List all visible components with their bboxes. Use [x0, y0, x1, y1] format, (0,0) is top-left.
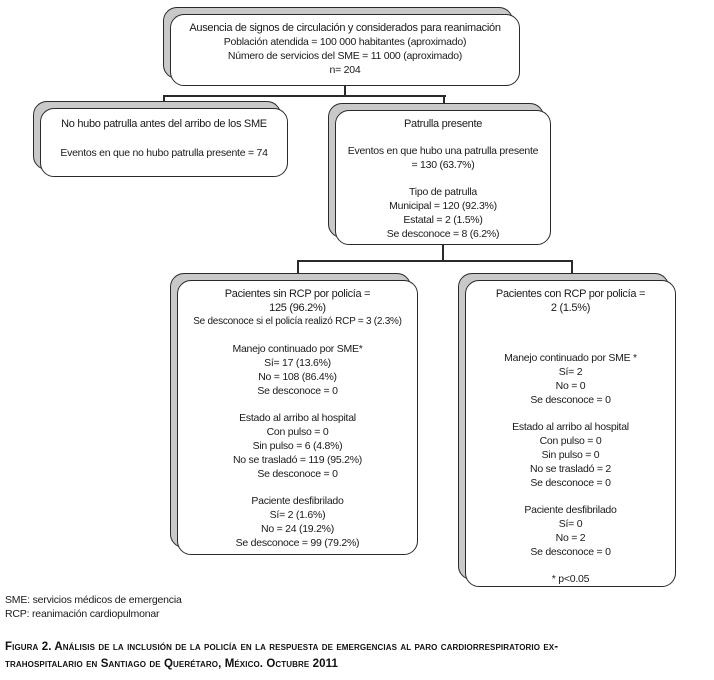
node-con-rcp-manejo-line: Sí= 2 — [558, 366, 583, 378]
node-con-rcp-desfib-line: Sí= 0 — [558, 518, 583, 530]
node-sin-rcp-estado-line: Sin pulso = 6 (4.8%) — [252, 440, 343, 452]
node-con-rcp-estado-line: No se trasladó = 2 — [529, 463, 611, 475]
node-sin-rcp-manejo-line: No = 108 (86.4%) — [258, 371, 337, 383]
node-no-patrol — [40, 108, 288, 177]
node-no-patrol-card — [40, 108, 288, 177]
node-root-line: Número de servicios del SME = 11 000 (aproximado) — [227, 50, 463, 62]
node-patrol-type-line: Municipal = 120 (92.3%) — [389, 200, 497, 212]
node-sin-rcp-estado-line: Con pulso = 0 — [266, 426, 329, 438]
node-con-rcp-title: 2 (1.5%) — [550, 302, 591, 314]
node-patrol-events-line: = 130 (63.7%) — [411, 159, 475, 171]
node-sin-rcp-desfib-line: Se desconoce = 99 (79.2%) — [235, 537, 360, 549]
node-con-rcp-desfib-heading: Paciente desfibrilado — [524, 504, 617, 516]
node-con-rcp-desfib-line: No = 2 — [555, 532, 586, 544]
abbreviation-footnotes — [5, 594, 182, 621]
node-sin-rcp-line: Se desconoce si el policía realizó RCP = 3 (2.3%) — [193, 316, 402, 327]
node-root — [170, 14, 520, 86]
node-patrol-type-heading: Tipo de patrulla — [409, 186, 477, 198]
node-patrol-card — [335, 110, 551, 245]
node-sin-rcp-title: 125 (96.2%) — [269, 302, 326, 314]
node-no-patrol-title: No hubo patrulla antes del arribo de los SME — [61, 118, 267, 130]
node-sin-rcp-desfib-heading: Paciente desfibrilado — [251, 495, 344, 507]
node-sin-rcp-desfib-line: Sí= 2 (1.6%) — [269, 509, 326, 521]
node-sin-rcp-desfib-line: No = 24 (19.2%) — [260, 523, 334, 535]
node-con-rcp — [465, 280, 676, 587]
footnote-rcp: RCP: reanimación cardiopulmonar — [5, 607, 160, 620]
node-con-rcp-title: Pacientes con RCP por policía = — [495, 288, 646, 300]
figure-caption-line-1: Figura 2. Análisis de la inclusión de la policía en la respuesta de emergencias al paro cardiorrespiratorio ex- — [5, 641, 559, 653]
node-con-rcp-estado-line: Sin pulso = 0 — [541, 449, 600, 461]
node-con-rcp-estado-heading: Estado al arribo al hospital — [512, 421, 629, 433]
node-patrol-events-line: Eventos en que hubo una patrulla presente — [347, 145, 539, 157]
node-patrol — [335, 110, 551, 245]
node-patrol-type-line: Se desconoce = 8 (6.2%) — [386, 228, 500, 240]
node-patrol-type-line: Estatal = 2 (1.5%) — [403, 214, 483, 226]
node-sin-rcp-card — [177, 280, 418, 555]
node-patrol-title: Patrulla presente — [403, 118, 483, 130]
node-con-rcp-manejo-line: No = 0 — [555, 380, 586, 392]
node-con-rcp-card — [465, 280, 676, 587]
node-no-patrol-line: Eventos en que no hubo patrulla presente = 74 — [60, 147, 268, 159]
node-root-title: Ausencia de signos de circulación y considerados para reanimación — [189, 22, 501, 34]
figure-caption — [5, 639, 711, 673]
node-con-rcp-pvalue: * p<0.05 — [551, 573, 590, 585]
node-sin-rcp — [177, 280, 418, 555]
node-sin-rcp-manejo-heading: Manejo continuado por SME* — [232, 343, 363, 355]
node-sin-rcp-estado-heading: Estado al arribo al hospital — [239, 412, 356, 424]
node-sin-rcp-estado-line: No se trasladó = 119 (95.2%) — [232, 454, 363, 466]
node-con-rcp-estado-line: Se desconoce = 0 — [530, 477, 611, 489]
node-sin-rcp-manejo-line: Sí= 17 (13.6%) — [264, 357, 331, 369]
node-sin-rcp-manejo-line: Se desconoce = 0 — [257, 385, 338, 397]
connector-patrol-branch-horizontal — [297, 260, 573, 262]
footnote-sme: SME: servicios médicos de emergencia — [5, 594, 182, 606]
figure-caption-line-2: trahospitalario en Santiago de Querétaro, México. Octubre 2011 — [5, 658, 338, 670]
node-root-line: Población atendida = 100 000 habitantes (aproximado) — [223, 36, 467, 48]
node-sin-rcp-title: Pacientes sin RCP por policía = — [224, 288, 371, 300]
node-con-rcp-manejo-heading: Manejo continuado por SME * — [504, 352, 637, 364]
node-con-rcp-desfib-line: Se desconoce = 0 — [530, 546, 611, 558]
node-root-card — [170, 14, 520, 86]
node-con-rcp-estado-line: Con pulso = 0 — [539, 435, 602, 447]
node-root-line: n= 204 — [329, 64, 361, 76]
node-con-rcp-manejo-line: Se desconoce = 0 — [530, 394, 611, 406]
node-sin-rcp-estado-line: Se desconoce = 0 — [257, 468, 338, 480]
connector-root-branch-horizontal — [163, 95, 446, 97]
